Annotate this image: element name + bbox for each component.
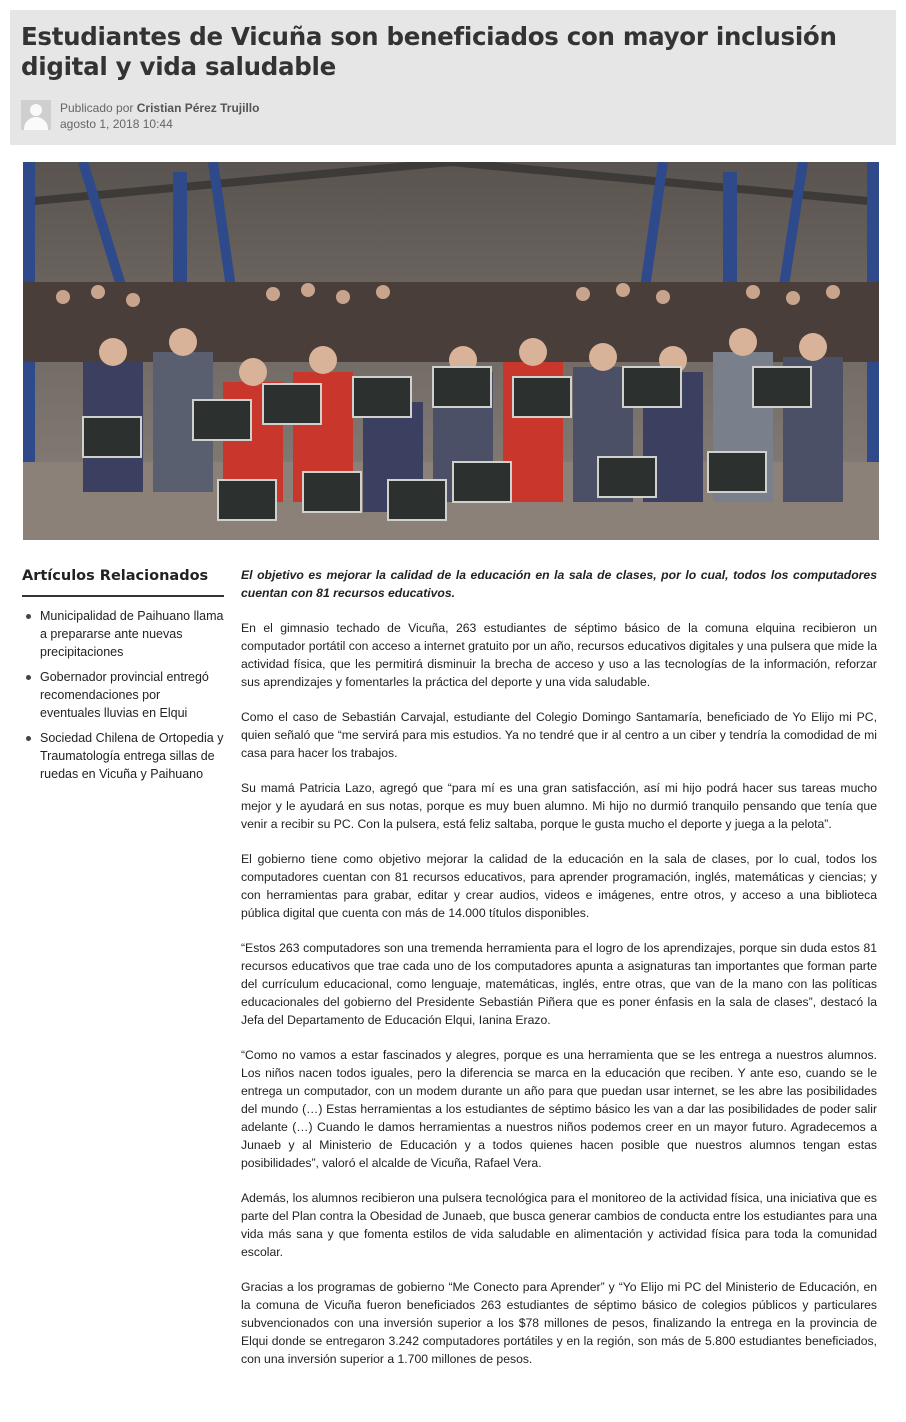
avatar-body-shape bbox=[24, 117, 48, 130]
article-title: Estudiantes de Vicuña son beneficiados con mayor inclusión digital y vida saludable bbox=[21, 22, 837, 81]
featured-photo bbox=[23, 162, 879, 540]
post-meta bbox=[60, 100, 259, 132]
article-paragraph: En el gimnasio techado de Vicuña, 263 estudiantes de séptimo básico de la comuna elquina recibieron un computador portátil con acceso a internet gratuito por un año, recursos educativos digitales y una pulsera que mide la actividad física, que les permitirá disminuir la brecha de acceso y uso a las tecnologías de la información, reforzar sus aprendizajes y fomentarles la práctica del deporte y una vida saludable. bbox=[241, 621, 877, 689]
related-article-link[interactable]: Gobernador provincial entregó recomendaciones por eventuales lluvias en Elqui bbox=[22, 668, 224, 722]
related-articles-heading: Artículos Relacionados bbox=[22, 566, 224, 597]
published-label: Publicado por bbox=[60, 101, 134, 115]
related-article-link[interactable]: Sociedad Chilena de Ortopedia y Traumatología entrega sillas de ruedas en Vicuña y Paihuano bbox=[22, 729, 224, 783]
related-articles bbox=[22, 566, 224, 790]
article-page bbox=[10, 10, 896, 1382]
related-articles-list bbox=[22, 607, 224, 783]
post-date: agosto 1, 2018 10:44 bbox=[60, 117, 173, 131]
article-paragraph: Como el caso de Sebastián Carvajal, estudiante del Colegio Domingo Santamaría, beneficiado de Yo Elijo mi PC, quien señaló que “me servirá para mis estudios. Ya no tendré que ir al centro a un ciber y tendría la comodidad de mi casa para hacer los trabajos. bbox=[241, 710, 877, 760]
article-paragraph: Además, los alumnos recibieron una pulsera tecnológica para el monitoreo de la actividad física, una iniciativa que es parte del Plan contra la Obesidad de Junaeb, que busca generar cambios de conducta entre los estudiantes para una vida más sana y que fomenta estilos de vida saludable en alimentación y actividad física para toda la comunidad escolar. bbox=[241, 1191, 877, 1259]
article-content bbox=[10, 145, 896, 1382]
article-paragraph: “Como no vamos a estar fascinados y alegres, porque es una herramienta que se les entrega a nuestros alumnos. Los niños nacen todos iguales, pero la diferencia se marca en la educación que reciben. Y ante eso, cuando se le entrega un computador, con un modem durante un año para que puedan usar internet, se les abre las posibilidades del mundo (…) Estas herramientas a los estudiantes de séptimo básico les van a dar las posibilidades de poder salir adelante (…) Cuando le damos herramientas a nuestros niños podemos creer en un mayor futuro. Agradecemos a Junaeb y al Ministerio de Educación y a todos quienes hacen posible que nuestros alumnos tengan estas posibilidades”, valoró el alcalde de Vicuña, Rafael Vera. bbox=[241, 1048, 877, 1170]
avatar-head-shape bbox=[30, 104, 42, 116]
article-paragraph: Su mamá Patricia Lazo, agregó que “para mí es una gran satisfacción, así mi hijo podrá hacer sus tareas mucho mejor y le ayudará en sus notas, porque es muy buen alumno. Mi hijo no durmió tranquilo pensando que tenía que venir a recibir su PC. Con la pulsera, está feliz saltaba, porque le gusta mucho el deporte y juega a la pelota”. bbox=[241, 781, 877, 831]
photo-students-with-laptops bbox=[23, 162, 879, 540]
author-link[interactable]: Cristian Pérez Trujillo bbox=[136, 101, 260, 115]
article-header bbox=[10, 10, 896, 145]
article-paragraph: Gracias a los programas de gobierno “Me Conecto para Aprender” y “Yo Elijo mi PC del Ministerio de Educación, en la comuna de Vicuña fueron beneficiados 263 estudiantes de séptimo básico de colegios públicos y particulares subvencionados con una inversión superior a los $78 millones de pesos, finalizando la entrega en la provincia de Elqui donde se entregaron 3.242 computadores portátiles y en la región, son más de 5.800 estudiantes beneficiados, con una inversión superior a 1.700 millones de pesos. bbox=[241, 1280, 877, 1366]
article-paragraph: “Estos 263 computadores son una tremenda herramienta para el logro de los aprendizajes, porque sin duda estos 81 recursos educativos que trae cada uno de los computadores apunta a asignaturas tan importantes que forman parte del currículum educacional, como lenguaje, matemáticas, inglés, entre otras, que van de la mano con las políticas educacionales del gobierno del Presidente Sebastián Piñera que es poner énfasis en la sala de clases”, destacó la Jefa del Departamento de Educación Elqui, Ianina Erazo. bbox=[241, 941, 877, 1027]
article-lead: El objetivo es mejorar la calidad de la educación en la sala de clases, por lo cual, todos los computadores cuentan con 81 recursos educativos. bbox=[241, 568, 877, 600]
author-avatar bbox=[21, 100, 51, 130]
article-body bbox=[241, 566, 877, 1385]
related-article-link[interactable]: Municipalidad de Paihuano llama a prepararse ante nuevas precipitaciones bbox=[22, 607, 224, 661]
article-paragraph: El gobierno tiene como objetivo mejorar la calidad de la educación en la sala de clases, por lo cual, todos los computadores cuentan con 81 recursos educativos, para aprender programación, inglés, matemáticas y ciencias; y con herramientas para grabar, editar y crear audios, videos e imágenes, entre otros, y acceso a una biblioteca pública digital que cuenta con más de 14.000 títulos disponibles. bbox=[241, 852, 877, 920]
